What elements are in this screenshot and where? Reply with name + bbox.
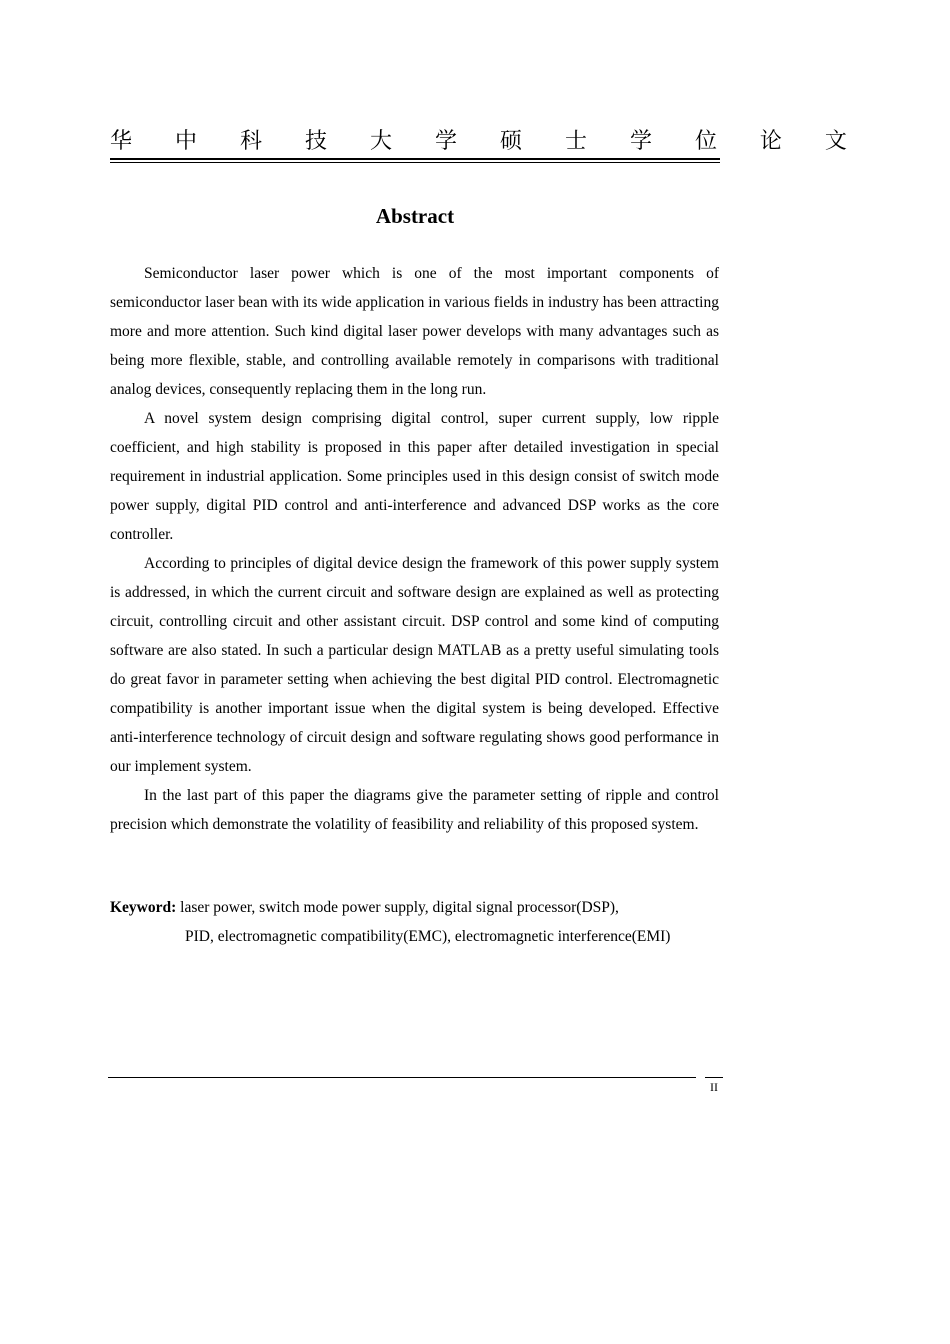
keywords-text-2: PID, electromagnetic compatibility(EMC), electromagnetic interference(EMI) xyxy=(185,928,671,945)
page-number: II xyxy=(705,1077,723,1095)
abstract-heading: Abstract xyxy=(375,204,455,228)
abstract-paragraph-2: A novel system design comprising digital control, super current supply, low ripple coefficient, and high stability is proposed in this paper after detailed investigation in special requirement in industrial application. Some principles used in this design consist of switch mode power supply, digital PID control and anti-interference and advanced DSP works as the core controller. xyxy=(110,410,719,543)
abstract-paragraph-1: Semiconductor laser power which is one of the most important components of semiconductor laser bean with its wide application in various fields in industry has been attracting more and more attention. Such kind digital laser power develops with many advantages such as being more flexible, stable, and controlling available remotely in comparisons with traditional analog devices, consequently replacing them in the long run. xyxy=(110,265,719,398)
running-header-title: 华 中 科 技 大 学 硕 士 学 位 论 文 xyxy=(110,129,865,154)
keywords-line-1 xyxy=(110,893,730,922)
header-rule-thick xyxy=(110,158,720,160)
footer-rule xyxy=(108,1077,696,1078)
abstract-paragraph-4: In the last part of this paper the diagrams give the parameter setting of ripple and control precision which demonstrate the volatility of feasibility and reliability of this proposed system. xyxy=(110,787,719,833)
keywords-line-2 xyxy=(110,922,730,951)
keywords-label: Keyword: xyxy=(110,899,177,916)
keywords-text-1: laser power, switch mode power supply, digital signal processor(DSP), xyxy=(176,899,619,916)
abstract-paragraph-3: According to principles of digital device design the framework of this power supply system is addressed, in which the current circuit and software design are explained as well as protecting circuit, controlling circuit and other assistant circuit. DSP control and some kind of computing software are also stated. In such a particular design MATLAB as a pretty useful simulating tools do great favor in parameter setting when achieving the best digital PID control. Electromagnetic compatibility is another important issue when the digital system is being developed. Effective anti-interference technology of circuit design and software regulating shows good performance in our implement system. xyxy=(110,555,719,775)
abstract-body xyxy=(110,259,719,839)
header-rule-thin xyxy=(110,162,720,163)
keywords-block xyxy=(110,893,730,951)
